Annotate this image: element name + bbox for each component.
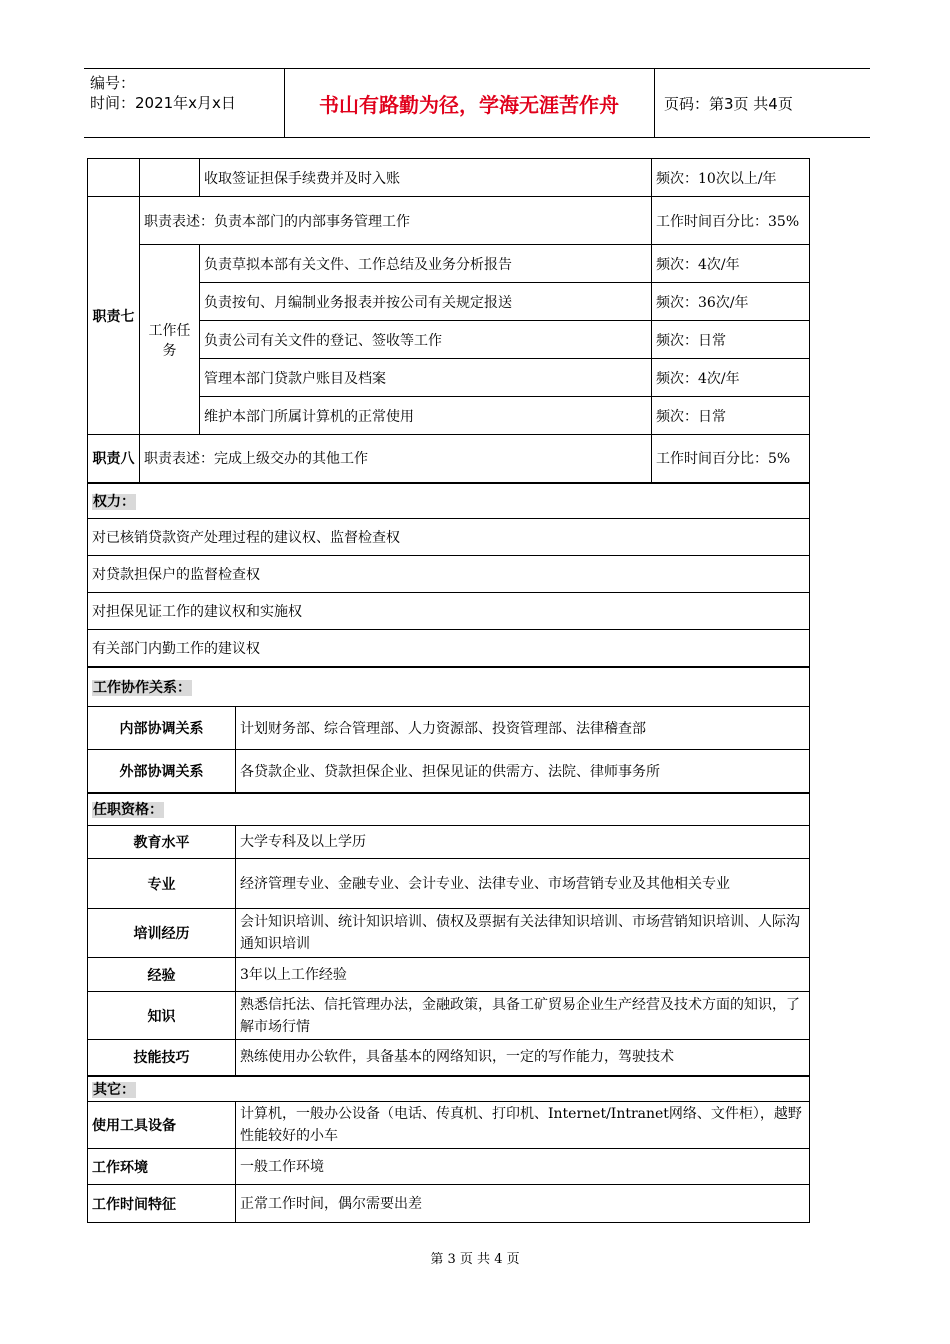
internal-relations-value: 计划财务部、综合管理部、人力资源部、投资管理部、法律稽查部 bbox=[236, 707, 810, 750]
internal-relations-label: 内部协调关系 bbox=[88, 707, 236, 750]
power-item: 对担保见证工作的建议权和实施权 bbox=[88, 593, 810, 630]
task-frequency: 频次：10次以上/年 bbox=[652, 159, 810, 197]
power-item: 对贷款担保户的监督检查权 bbox=[88, 556, 810, 593]
qualification-label: 教育水平 bbox=[88, 826, 236, 859]
qualification-row bbox=[88, 1040, 810, 1076]
task-frequency: 频次：4次/年 bbox=[652, 245, 810, 283]
duty-description: 职责表述：完成上级交办的其他工作 bbox=[140, 435, 652, 483]
task-text: 管理本部门贷款户账目及档案 bbox=[200, 359, 652, 397]
tasks-label: 工作任务 bbox=[140, 245, 200, 435]
qualification-row bbox=[88, 826, 810, 859]
duty-row bbox=[88, 197, 810, 245]
other-value: 计算机，一般办公设备（电话、传真机、打印机、Internet/Intranet网络、文件柜），越野性能较好的小车 bbox=[236, 1102, 810, 1149]
duty-row bbox=[88, 435, 810, 483]
document-number-label: 编号： bbox=[90, 74, 136, 92]
power-row bbox=[88, 630, 810, 667]
other-label: 使用工具设备 bbox=[88, 1102, 236, 1149]
qualification-value: 大学专科及以上学历 bbox=[236, 826, 810, 859]
task-frequency: 频次：36次/年 bbox=[652, 283, 810, 321]
qualification-row bbox=[88, 909, 810, 958]
task-frequency: 频次：日常 bbox=[652, 397, 810, 435]
task-row bbox=[88, 245, 810, 283]
qualification-value: 3年以上工作经验 bbox=[236, 958, 810, 992]
qualification-row bbox=[88, 958, 810, 992]
task-row bbox=[88, 159, 810, 197]
other-row bbox=[88, 1149, 810, 1185]
other-row bbox=[88, 1185, 810, 1223]
qualification-label: 技能技巧 bbox=[88, 1040, 236, 1076]
qualification-label: 专业 bbox=[88, 859, 236, 909]
task-text: 负责草拟本部有关文件、工作总结及业务分析报告 bbox=[200, 245, 652, 283]
job-description-table bbox=[87, 158, 810, 1223]
other-row bbox=[88, 1102, 810, 1149]
other-value: 一般工作环境 bbox=[236, 1149, 810, 1185]
duty-label: 职责八 bbox=[88, 435, 140, 483]
other-title: 其它： bbox=[93, 1081, 135, 1098]
other-label: 工作环境 bbox=[88, 1149, 236, 1185]
qualification-row bbox=[88, 859, 810, 909]
other-label: 工作时间特征 bbox=[88, 1185, 236, 1223]
duty-label: 职责七 bbox=[88, 197, 140, 435]
header-motto: 书山有路勤为径，学海无涯苦作舟 bbox=[319, 92, 619, 117]
section-header-row bbox=[88, 793, 810, 826]
qualifications-title: 任职资格： bbox=[93, 802, 163, 819]
header-page-number: 页码：第3页 共4页 bbox=[664, 94, 793, 113]
task-text: 收取签证担保手续费并及时入账 bbox=[200, 159, 652, 197]
relation-row bbox=[88, 707, 810, 750]
task-text: 负责按旬、月编制业务报表并按公司有关规定报送 bbox=[200, 283, 652, 321]
task-frequency: 频次：日常 bbox=[652, 321, 810, 359]
power-item: 对已核销贷款资产处理过程的建议权、监督检查权 bbox=[88, 519, 810, 556]
qualification-row bbox=[88, 992, 810, 1040]
power-row bbox=[88, 519, 810, 556]
task-text: 维护本部门所属计算机的正常使用 bbox=[200, 397, 652, 435]
document-date: 时间：2021年x月x日 bbox=[90, 94, 236, 112]
duty-time-percent: 工作时间百分比：35% bbox=[652, 197, 810, 245]
external-relations-label: 外部协调关系 bbox=[88, 750, 236, 793]
powers-title: 权力： bbox=[93, 493, 135, 510]
duty-description: 职责表述：负责本部门的内部事务管理工作 bbox=[140, 197, 652, 245]
duty-label-cell bbox=[88, 159, 140, 197]
page-footer: 第 3 页 共 4 页 bbox=[430, 1252, 520, 1267]
qualification-value: 熟练使用办公软件，具备基本的网络知识，一定的写作能力，驾驶技术 bbox=[236, 1040, 810, 1076]
task-text: 负责公司有关文件的登记、签收等工作 bbox=[200, 321, 652, 359]
qualification-label: 知识 bbox=[88, 992, 236, 1040]
power-row bbox=[88, 556, 810, 593]
page-header bbox=[84, 68, 870, 138]
other-value: 正常工作时间，偶尔需要出差 bbox=[236, 1185, 810, 1223]
section-header-row bbox=[88, 1076, 810, 1102]
header-meta bbox=[90, 73, 280, 113]
qualification-value: 会计知识培训、统计知识培训、债权及票据有关法律知识培训、市场营销知识培训、人际沟通知识培训 bbox=[236, 909, 810, 958]
section-header-row bbox=[88, 483, 810, 519]
relations-title: 工作协作关系： bbox=[93, 679, 191, 696]
qualification-label: 培训经历 bbox=[88, 909, 236, 958]
task-group-cell bbox=[140, 159, 200, 197]
relation-row bbox=[88, 750, 810, 793]
section-header-row bbox=[88, 667, 810, 707]
duty-time-percent: 工作时间百分比：5% bbox=[652, 435, 810, 483]
external-relations-value: 各贷款企业、贷款担保企业、担保见证的供需方、法院、律师事务所 bbox=[236, 750, 810, 793]
header-divider bbox=[654, 69, 655, 137]
qualification-value: 经济管理专业、金融专业、会计专业、法律专业、市场营销专业及其他相关专业 bbox=[236, 859, 810, 909]
task-frequency: 频次：4次/年 bbox=[652, 359, 810, 397]
qualification-value: 熟悉信托法、信托管理办法，金融政策，具备工矿贸易企业生产经营及技术方面的知识，了解市场行情 bbox=[236, 992, 810, 1040]
qualification-label: 经验 bbox=[88, 958, 236, 992]
power-item: 有关部门内勤工作的建议权 bbox=[88, 630, 810, 667]
power-row bbox=[88, 593, 810, 630]
